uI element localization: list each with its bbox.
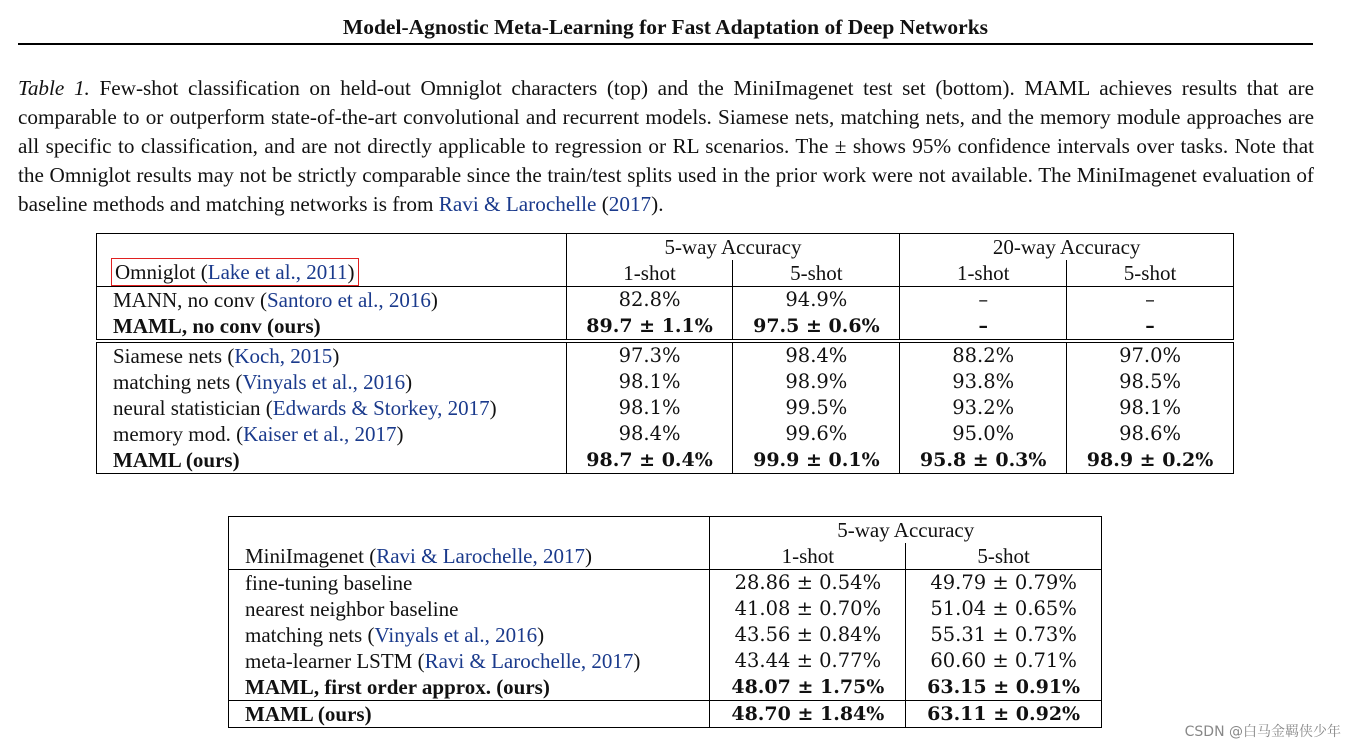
table-row (229, 570, 1102, 597)
caption-end: ). (651, 192, 664, 216)
value-cell-v2: 51.04 ± 0.65% (906, 596, 1102, 622)
omniglot-title-cell (97, 234, 567, 287)
value-cell-v1: 41.08 ± 0.70% (710, 596, 906, 622)
mini-title-cell: MiniImagenet (Ravi & Larochelle, 2017) (229, 517, 710, 570)
omniglot-5way-5shot-header: 5-shot (733, 260, 900, 287)
table-row (229, 674, 1102, 701)
method-name: fine-tuning baseline (245, 571, 413, 595)
value-cell-v1: 82.8% (566, 287, 733, 314)
value-cell-v1: 97.3% (566, 341, 733, 369)
value-cell-v1: 28.86 ± 0.54% (710, 570, 906, 597)
method-citation[interactable]: Edwards & Storkey, 2017 (272, 396, 490, 420)
value-cell-v3: 95.0% (900, 421, 1067, 447)
method-name: MAML (ours) (113, 448, 240, 472)
method-cell: neural statistician (Edwards & Storkey, 2017) (97, 395, 567, 421)
caption-label: Table 1. (18, 76, 90, 100)
table-row (97, 369, 1234, 395)
value-cell-v3: 93.8% (900, 369, 1067, 395)
table-row (229, 622, 1102, 648)
mini-title: MiniImagenet (245, 544, 364, 568)
value-cell-v3: 93.2% (900, 395, 1067, 421)
method-cell (229, 674, 710, 701)
value-cell-v3: – (900, 313, 1067, 341)
value-cell-v1: 43.44 ± 0.77% (710, 648, 906, 674)
value-cell-v4: 98.1% (1067, 395, 1234, 421)
omniglot-title-box: Omniglot (Lake et al., 2011) (111, 258, 359, 286)
value-cell-v2: 99.9 ± 0.1% (733, 447, 900, 474)
value-cell-v2: 94.9% (733, 287, 900, 314)
value-cell-v4: 98.5% (1067, 369, 1234, 395)
method-citation[interactable]: Vinyals et al., 2016 (242, 370, 406, 394)
mini-1shot-header: 1-shot (710, 543, 906, 570)
method-name: MANN, no conv (113, 288, 255, 312)
omniglot-20way-5shot-header: 5-shot (1067, 260, 1234, 287)
method-cell: Siamese nets (Koch, 2015) (97, 341, 567, 369)
csdn-watermark: CSDN @白马金羁侠少年 (1184, 724, 1341, 740)
table-row (97, 447, 1234, 474)
method-name: matching nets (245, 623, 363, 647)
method-cell (97, 447, 567, 474)
title-rule (18, 43, 1313, 45)
value-cell-v4: 98.9 ± 0.2% (1067, 447, 1234, 474)
method-citation[interactable]: Ravi & Larochelle, 2017 (424, 649, 634, 673)
caption-text: Few-shot classification on held-out Omniglot characters (top) and the MiniImagenet test set (bottom). MAML achieves results that are comparable to or outperform state-of-the-art convolutional and recurrent models. Siamese nets, matching nets, and the memory module approaches are all specific to classification, and are not directly applicable to regression or RL scenarios. The ± shows 95% confidence intervals over tasks. Note that the Omniglot results may not be strictly comparable since the train/test splits used in the prior work were not available. The MiniImagenet evaluation of baseline methods and matching networks is from (18, 76, 1314, 216)
value-cell-v1: 48.70 ± 1.84% (710, 701, 906, 728)
caption-citation-year[interactable]: 2017 (608, 192, 652, 216)
omniglot-5way-header: 5-way Accuracy (566, 234, 900, 261)
table-row (97, 287, 1234, 314)
omniglot-5way-1shot-header: 1-shot (566, 260, 733, 287)
value-cell-v4: 97.0% (1067, 341, 1234, 369)
table-row (97, 341, 1234, 369)
value-cell-v2: 99.5% (733, 395, 900, 421)
omniglot-20way-1shot-header: 1-shot (900, 260, 1067, 287)
value-cell-v1: 98.1% (566, 369, 733, 395)
method-cell (229, 701, 710, 728)
value-cell-v4: 98.6% (1067, 421, 1234, 447)
value-cell-v1: 98.7 ± 0.4% (566, 447, 733, 474)
value-cell-v1: 89.7 ± 1.1% (566, 313, 733, 341)
value-cell-v1: 48.07 ± 1.75% (710, 674, 906, 701)
method-cell (97, 313, 567, 341)
value-cell-v1: 98.1% (566, 395, 733, 421)
mini-5way-header: 5-way Accuracy (710, 517, 1102, 544)
omniglot-title: Omniglot (115, 260, 196, 284)
method-cell: matching nets (Vinyals et al., 2016) (97, 369, 567, 395)
value-cell-v2: 97.5 ± 0.6% (733, 313, 900, 341)
method-cell (229, 596, 710, 622)
method-name: Siamese nets (113, 344, 223, 368)
miniimagenet-table (228, 516, 1102, 728)
method-name: meta-learner LSTM (245, 649, 413, 673)
omniglot-20way-header: 20-way Accuracy (900, 234, 1234, 261)
mini-5shot-header: 5-shot (906, 543, 1102, 570)
method-name: matching nets (113, 370, 231, 394)
value-cell-v2: 99.6% (733, 421, 900, 447)
table-row (97, 395, 1234, 421)
method-cell: meta-learner LSTM (Ravi & Larochelle, 2017) (229, 648, 710, 674)
table-caption: Table 1. Few-shot classification on held-out Omniglot characters (top) and the MiniImagenet test set (bottom). MAML achieves results that are comparable to or outperform state-of-the-art convolutional and recurrent models. Siamese nets, matching nets, and the memory module approaches are all specific to classification, and are not directly applicable to regression or RL scenarios. The ± shows 95% confidence intervals over tasks. Note that the Omniglot results may not be strictly comparable since the train/test splits used in the prior work were not available. The MiniImagenet evaluation of baseline methods and matching networks is from Ravi & Larochelle (2017). (18, 76, 1314, 216)
value-cell-v2: 49.79 ± 0.79% (906, 570, 1102, 597)
method-cell: memory mod. (Kaiser et al., 2017) (97, 421, 567, 447)
method-name: nearest neighbor baseline (245, 597, 459, 621)
value-cell-v3: 95.8 ± 0.3% (900, 447, 1067, 474)
table-row (97, 313, 1234, 341)
value-cell-v2: 63.11 ± 0.92% (906, 701, 1102, 728)
method-name: memory mod. (113, 422, 231, 446)
value-cell-v1: 43.56 ± 0.84% (710, 622, 906, 648)
value-cell-v2: 63.15 ± 0.91% (906, 674, 1102, 701)
value-cell-v3: 88.2% (900, 341, 1067, 369)
mini-citation[interactable]: Ravi & Larochelle, 2017 (376, 544, 585, 568)
method-cell (229, 570, 710, 597)
method-name: MAML, first order approx. (ours) (245, 675, 550, 699)
value-cell-v3: – (900, 287, 1067, 314)
method-citation[interactable]: Koch, 2015 (234, 344, 333, 368)
value-cell-v2: 98.9% (733, 369, 900, 395)
value-cell-v4: – (1067, 313, 1234, 341)
table-row (229, 701, 1102, 728)
caption-citation[interactable]: Ravi & Larochelle (438, 192, 597, 216)
method-name: MAML, no conv (ours) (113, 314, 321, 338)
value-cell-v2: 55.31 ± 0.73% (906, 622, 1102, 648)
method-citation[interactable]: Vinyals et al., 2016 (374, 623, 538, 647)
value-cell-v2: 60.60 ± 0.71% (906, 648, 1102, 674)
omniglot-citation[interactable]: Lake et al., 2011 (207, 260, 348, 284)
value-cell-v1: 98.4% (566, 421, 733, 447)
value-cell-v2: 98.4% (733, 341, 900, 369)
value-cell-v4: – (1067, 287, 1234, 314)
method-citation[interactable]: Santoro et al., 2016 (267, 288, 431, 312)
omniglot-table (96, 233, 1234, 474)
method-name: MAML (ours) (245, 702, 372, 726)
method-citation[interactable]: Kaiser et al., 2017 (243, 422, 397, 446)
method-cell: MANN, no conv (Santoro et al., 2016) (97, 287, 567, 314)
table-row (97, 421, 1234, 447)
method-cell: matching nets (Vinyals et al., 2016) (229, 622, 710, 648)
table-row (229, 596, 1102, 622)
method-name: neural statistician (113, 396, 261, 420)
paper-title: Model-Agnostic Meta-Learning for Fast Adaptation of Deep Networks (342, 15, 989, 39)
table-row (229, 648, 1102, 674)
